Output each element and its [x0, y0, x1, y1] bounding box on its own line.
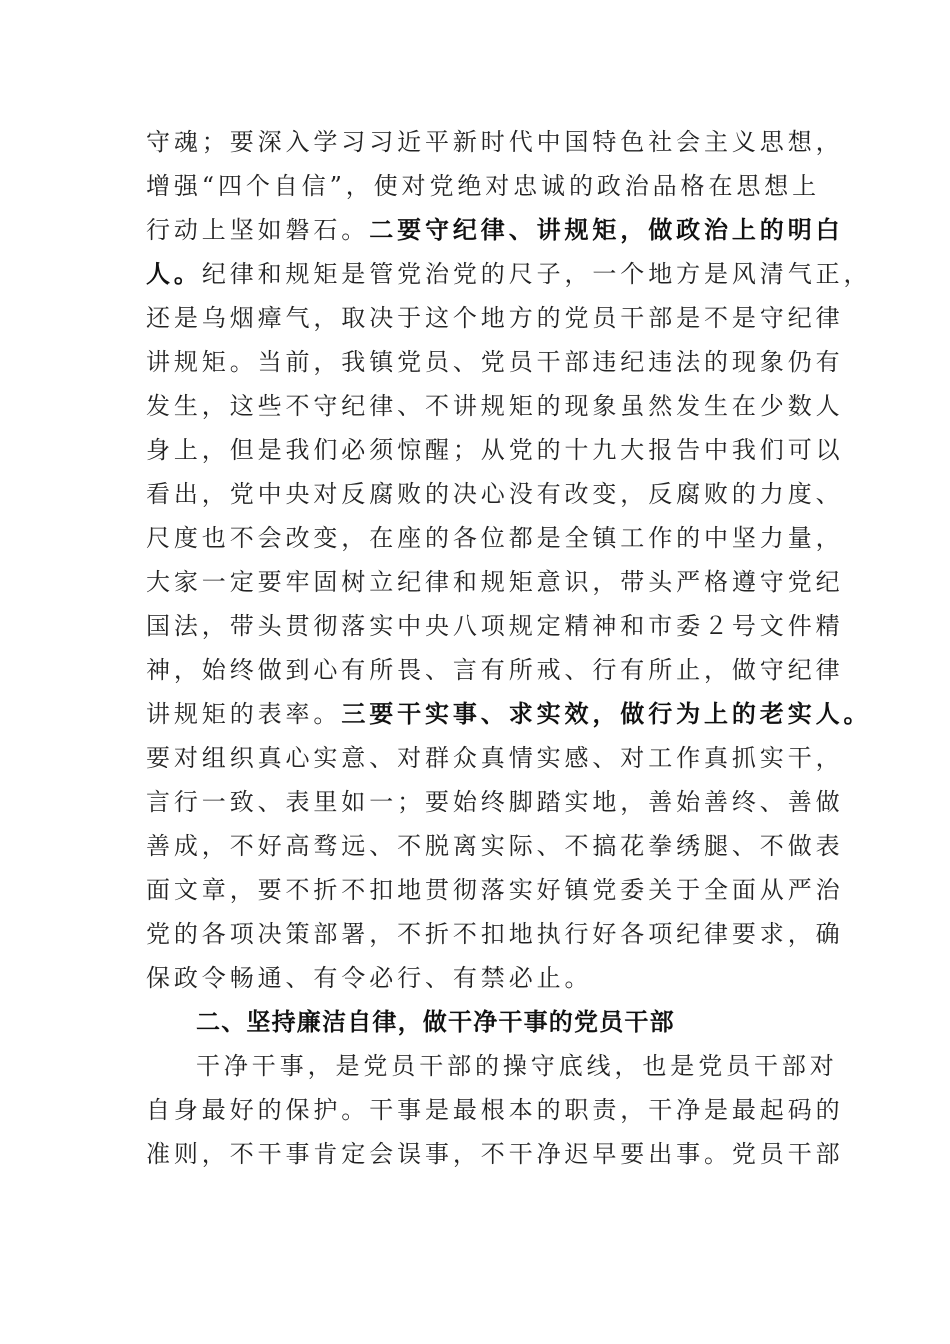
body-text-line: 党的各项决策部署，不折不扣地执行好各项纪律要求，确	[146, 920, 844, 948]
body-text-line: 讲规矩。当前，我镇党员、党员干部违纪违法的现象仍有	[146, 348, 844, 376]
body-text-line: 讲规矩的表率。三要干实事、求实效，做行为上的老实人。	[146, 699, 872, 728]
emphasis-point-3: 三要干实事、求实效，做行为上的老实人。	[341, 699, 872, 728]
body-text-line: 看出，党中央对反腐败的决心没有改变，反腐败的力度、	[146, 480, 844, 508]
body-text-line: 增强“四个自信”，使对党绝对忠诚的政治品格在思想上	[146, 172, 821, 200]
body-text-line: 行动上坚如磐石。二要守纪律、讲规矩，做政治上的明白	[146, 215, 844, 244]
body-text-line: 自身最好的保护。干事是最根本的职责，干净是最起码的	[146, 1096, 844, 1124]
body-text-line: 守魂；要深入学习习近平新时代中国特色社会主义思想，	[146, 128, 844, 156]
body-text-line: 准则，不干事肯定会误事，不干净迟早要出事。党员干部	[146, 1140, 844, 1168]
body-text-line: 大家一定要牢固树立纪律和规矩意识，带头严格遵守党纪	[146, 568, 844, 596]
body-text-line: 要对组织真心实意、对群众真情实感、对工作真抓实干，	[146, 744, 844, 772]
body-text-line: 发生，这些不守纪律、不讲规矩的现象虽然发生在少数人	[146, 392, 844, 420]
body-text-line: 人。纪律和规矩是管党治党的尺子，一个地方是风清气正，	[146, 259, 872, 288]
body-text-line: 神，始终做到心有所畏、言有所戒、行有所止，做守纪律	[146, 656, 844, 684]
emphasis-point-2: 二要守纪律、讲规矩，做政治上的明白	[369, 215, 844, 244]
body-text-line: 还是乌烟瘴气，取决于这个地方的党员干部是不是守纪律	[146, 304, 844, 332]
body-text-line: 国法，带头贯彻落实中央八项规定精神和市委２号文件精	[146, 612, 844, 640]
paragraph-first-line: 干净干事，是党员干部的操守底线，也是党员干部对	[196, 1052, 838, 1080]
body-text-line: 善成，不好高骛远、不脱离实际、不搞花拳绣腿、不做表	[146, 832, 844, 860]
section-heading: 二、坚持廉洁自律，做干净干事的党员干部	[196, 1008, 675, 1036]
body-text-line: 面文章，要不折不扣地贯彻落实好镇党委关于全面从严治	[146, 876, 844, 904]
body-text-line: 言行一致、表里如一；要始终脚踏实地，善始善终、善做	[146, 788, 844, 816]
body-text-line: 身上，但是我们必须惊醒；从党的十九大报告中我们可以	[146, 436, 844, 464]
body-text-line: 尺度也不会改变，在座的各位都是全镇工作的中坚力量，	[146, 524, 844, 552]
body-text-line: 保政令畅通、有令必行、有禁必止。	[146, 964, 593, 992]
emphasis-point-2-end: 人。	[146, 259, 202, 288]
